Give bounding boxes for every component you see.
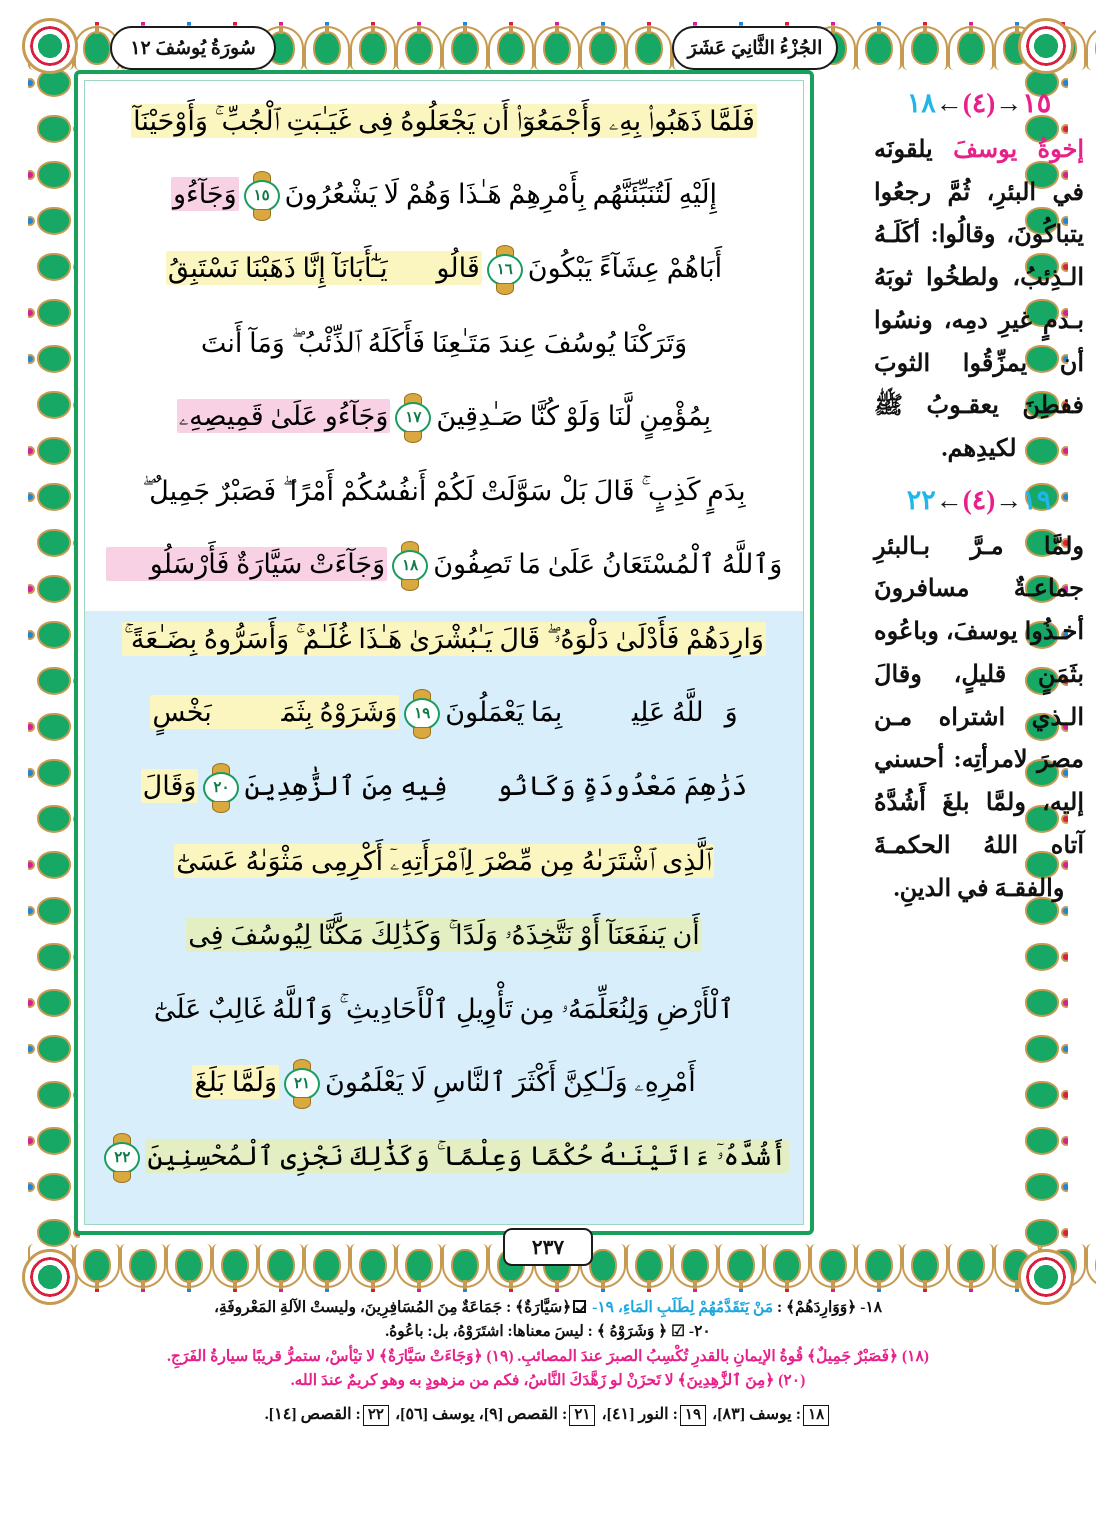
quran-line-text: [122, 624, 766, 655]
quran-ayah-tail: وَجَآءُو: [172, 178, 237, 209]
page-number-badge: [503, 1228, 593, 1266]
ornament-motif: [28, 244, 80, 290]
quran-line: [95, 455, 793, 529]
ayah-number-text: ١٩: [414, 705, 431, 722]
ornament-motif: [212, 1240, 258, 1292]
ornament-motif: [442, 1240, 488, 1292]
ornament-motif: [1016, 934, 1068, 980]
range-end: ١٨: [906, 88, 936, 118]
reference-text: : القصص [٩]، يوسف [٥٦]،: [394, 1405, 568, 1423]
ornament-motif: [28, 382, 80, 428]
ornament-motif: [580, 22, 626, 74]
ornament-motif: [810, 1240, 856, 1292]
footnotes-block: [60, 1296, 1036, 1427]
ornament-motif: [28, 658, 80, 704]
quran-ayah-text: بِدَمٍ كَذِبٍ ۚ قَالَ بَلْ سَوَّلَتْ لَكُمْ أَنفُسُكُمْ أَمْرًا ۖ فَصَبْرٌ جَمِيلٌ ۖ: [142, 476, 746, 507]
ayah-number-text: ٢١: [293, 1075, 311, 1092]
ayah-number-marker: [485, 253, 525, 287]
quran-ayah-text: ٱلْأَرْضِ وَلِنُعَلِّمَهُۥ مِن تَأْوِيلِ ٱلْأَحَادِيثِ ۚ وَٱللَّهُ غَالِبٌ عَلَىٰٓ: [153, 994, 735, 1025]
surah-title-cartouche: [110, 26, 276, 70]
quran-ayah-text: فَلَمَّا ذَهَبُوا۟ بِهِۦ وَأَجْمَعُوٓا۟ أَن يَجْعَلُوهُ فِى غَيَـٰبَتِ ٱلْجُبِّ ۚ وَأَوْحَيْنَآ: [133, 106, 755, 137]
quran-ayah-text: أَن يَنفَعَنَآ أَوْ نَتَّخِذَهُۥ وَلَدًا ۚ وَكَذَٰلِكَ مَكَّنَّا لِيُوسُفَ فِى: [188, 920, 700, 951]
footnote-line: [60, 1345, 1036, 1369]
arrow-left-icon: ←: [935, 484, 963, 515]
sidebar-spacer: [874, 471, 1084, 485]
ornament-motif: [856, 22, 902, 74]
footnote-segment: ، ١٩-: [588, 1299, 623, 1316]
ayah-number-marker: [402, 697, 442, 731]
quran-ayah-tail: وَقَالَ: [142, 770, 197, 801]
ayah-number-marker: [282, 1067, 322, 1101]
ornament-motif: [28, 152, 80, 198]
quran-ayah-text: أَبَاهُمْ عِشَآءً يَبْكُونَ: [527, 252, 723, 283]
range-start: ١٩: [1022, 484, 1052, 515]
quran-line-text: [99, 1141, 788, 1176]
footnote-text: (٢٠) ﴿مِنَ ٱلزَّٰهِدِينَ﴾ لا تَحزَنْ لو زَهَّدَكَ النَّاسُ، فكم من مزهودٍ به وهو كريمٌ عندَ الله.: [290, 1372, 806, 1390]
ornament-motif: [488, 22, 534, 74]
ornament-motif: [304, 22, 350, 74]
ornament-motif: [1016, 980, 1068, 1026]
footnote-text: ٢٠- ☑ ﴿ وَشَرَوْهُ ﴾ : ليسَ معناها: اشتَرَوْهُ، بل: باعُوهُ.: [385, 1323, 711, 1341]
ornament-motif: [948, 22, 994, 74]
reference-number-box: ٢١: [569, 1405, 595, 1427]
page-number-text: ٢٣٧: [531, 1236, 565, 1259]
quran-line-text: [141, 771, 748, 806]
footnote-segment: مَنْ يَتَقَدَّمُهُمْ لِطَلَبِ المَاءِ: [622, 1299, 774, 1316]
ornament-motif: [28, 1210, 80, 1255]
ayah-number-text: ٢٢: [114, 1149, 131, 1166]
ornament-motif: [856, 1240, 902, 1292]
ayah-number-marker: [201, 771, 241, 805]
ornament-motif: [28, 198, 80, 244]
quran-line: [95, 677, 793, 751]
quran-verse-lines: [85, 81, 803, 1224]
ornament-motif: [396, 22, 442, 74]
reference-line: [60, 1402, 1036, 1427]
quran-ayah-text: أَمْرِهِۦ وَلَـٰكِنَّ أَكْثَرَ ٱلنَّاسِ لَا يَعْلَمُونَ: [325, 1066, 696, 1097]
range-start: ١٥: [1022, 88, 1052, 118]
quran-ayah-text: دَرَٰهِمَ مَعْدُودَةٍ وَكَانُوا۟ فِيهِ مِنَ ٱلزَّٰهِدِينَ: [244, 770, 748, 801]
footnote-lines: [60, 1296, 1036, 1394]
quran-line-text: [106, 549, 783, 584]
quran-ayah-tail: وَجَآءُو عَلَىٰ قَمِيصِهِۦ: [178, 400, 389, 431]
quran-line: [95, 603, 793, 677]
ornament-motif: [28, 888, 80, 934]
footnote-segment: ﴿وَوَارِدَهُمْ﴾: [786, 1299, 857, 1316]
sidebar-verse-range-header: [874, 485, 1084, 516]
sidebar-commentary: [874, 88, 1084, 910]
ornament-motif: [1016, 1072, 1068, 1118]
ayah-number-marker: [390, 549, 430, 583]
quran-line-text: [131, 106, 757, 137]
quran-ayah-text: إِلَيْهِ لَتُنَبِّئَنَّهُم بِأَمْرِهِمْ هَـٰذَا وَهُمْ لَا يَشْعُرُونَ: [284, 178, 718, 209]
reference-text: : يوسف [٨٣]،: [712, 1405, 802, 1423]
ornament-motif: [28, 520, 80, 566]
range-end: ٢٢: [906, 484, 936, 515]
arrow-right-icon: →: [995, 484, 1023, 515]
ornament-motif: [350, 22, 396, 74]
footnote-text: (١٨) ﴿فَصَبْرٌ جَمِيلٌ﴾ قُوةُ الإيمانِ بالقدرِ تُكْسِبُ الصبرَ عندَ المصائبِ. (١٩) ﴿وَجَاءَتْ سَيَّارَةٌ﴾ لا تيْأسْ، ستمرُّ قريبًا سيارةُ الفَرَجِ.: [167, 1347, 929, 1365]
ornament-motif: [28, 566, 80, 612]
ornament-motif: [166, 1240, 212, 1292]
juz-title-text: الجُزْءُ الثَّانِيَ عَشَرَ: [687, 37, 823, 59]
reference-text: : النور [٤١]،: [601, 1405, 678, 1423]
quran-line: [95, 825, 793, 899]
quran-line-text: [171, 179, 717, 214]
ornament-motif: [1086, 1240, 1096, 1292]
quran-ayah-text: بِمُؤْمِنٍ لَّنَا وَلَوْ كُنَّا صَـٰدِقِينَ: [436, 400, 712, 431]
ornament-motif: [672, 1240, 718, 1292]
ayah-number-text: ١٨: [402, 557, 419, 574]
ornament-motif: [442, 22, 488, 74]
range-count: (٤): [962, 88, 996, 118]
quran-line: [95, 899, 793, 973]
quran-line: [95, 307, 793, 381]
reference-number-box: ٢٢: [363, 1405, 389, 1427]
ornament-motif: [28, 612, 80, 658]
quran-line-text: [142, 476, 745, 507]
left-ornament-border: [28, 60, 80, 1255]
arrow-left-icon: ←: [935, 88, 963, 118]
ornament-motif: [28, 106, 80, 152]
quran-line: [95, 1121, 793, 1195]
ornament-motif: [28, 980, 80, 1026]
quran-ayah-tail: وَلَمَّا بَلَغَ: [194, 1066, 277, 1097]
ornament-motif: [28, 750, 80, 796]
ornament-motif: [718, 1240, 764, 1292]
ornament-motif: [1086, 22, 1096, 74]
ornament-motif: [626, 22, 672, 74]
ayah-number-marker: [102, 1141, 142, 1175]
footnote-line: [60, 1320, 1036, 1344]
ornament-motif: [28, 704, 80, 750]
quran-text-frame: [74, 70, 814, 1235]
ayah-number-text: ١٧: [405, 409, 422, 426]
quran-line-text: [150, 697, 737, 732]
sidebar-keyword: إخوةُ يوسفَ: [953, 137, 1084, 163]
quran-line: [95, 159, 793, 233]
ornament-motif: [350, 1240, 396, 1292]
sidebar-summary-text: [874, 526, 1084, 910]
quran-line: [95, 973, 793, 1047]
ornament-motif: [1016, 1164, 1068, 1210]
quran-line-text: [186, 920, 702, 951]
quran-ayah-text: وَٱللَّهُ عَلِيمٌۢ بِمَا يَعْمَلُونَ: [445, 696, 738, 727]
quran-ayah-text: وَٱللَّهُ ٱلْمُسْتَعَانُ عَلَىٰ مَا تَصِفُونَ: [433, 548, 783, 579]
footnote-segment: :: [773, 1299, 787, 1316]
sidebar-body-text: ولمَّا مـرَّ بـالبئرِ جماعـةٌ مسافرونَ أخـذُوا يوسفَ، وباعُوه بثَمَنٍ قليلٍ، وقالَ الـذي اشتراه مـن مصرَ لامرأتِه: أحسني إليه، ولمَّا بلغَ أَشُدَّهُ آتاه اللهُ الحكمـةَ والفقـهَ في الدينِ.: [874, 533, 1084, 902]
ornament-motif: [28, 934, 80, 980]
quran-line: [95, 381, 793, 455]
footnote-segment: ١٨-: [856, 1299, 883, 1316]
ayah-number-marker: [393, 401, 433, 435]
sidebar-verse-range-header: [874, 88, 1084, 119]
quran-line-text: [166, 253, 722, 288]
arrow-right-icon: →: [995, 88, 1023, 118]
ornament-motif: [120, 1240, 166, 1292]
ornament-motif: [28, 290, 80, 336]
quran-line: [95, 233, 793, 307]
ornament-motif: [396, 1240, 442, 1292]
corner-rosette-top-right: [1018, 18, 1074, 74]
quran-ayah-tail: وَجَآءَتْ سَيَّارَةٌ فَأَرْسَلُوا۟: [107, 548, 386, 579]
ornament-motif: [626, 1240, 672, 1292]
quran-line-text: [174, 846, 714, 877]
sidebar-summary-text: [874, 129, 1084, 471]
quran-ayah-tail: قَالُوا۟ يَـٰٓأَبَانَآ إِنَّا ذَهَبْنَا نَسْتَبِقُ: [167, 252, 480, 283]
quran-text-inner-frame: [84, 80, 804, 1225]
ornament-motif: [1016, 1118, 1068, 1164]
quran-line-text: [192, 1067, 695, 1102]
footnote-line: [60, 1296, 1036, 1320]
ornament-motif: [28, 1072, 80, 1118]
juz-title-cartouche: [672, 26, 838, 70]
quran-line: [95, 751, 793, 825]
quran-ayah-text: أَشُدَّهُۥٓ ءَاتَيْنَـٰهُ حُكْمًا وَعِلْمًا ۚ وَكَذَٰلِكَ نَجْزِى ٱلْمُحْسِنِينَ: [147, 1140, 787, 1171]
surah-title-text: سُورَةُ يُوسُفَ ١٢: [130, 37, 256, 59]
quran-line-text: [177, 401, 711, 436]
quran-line: [95, 529, 793, 603]
sidebar-body-text: يلقونَه في البئرِ، ثُمَّ رجعُوا يتباكُونَ، وقالُوا: أكَلَـهُ الـذِئبُ، ولطخُوا ثوبَهُ بـدمٍ غيرِ دمِه، ونسُوا أن يمزِّقُوا الثوبَ ففطِنَ يعقـوبُ ﷺ لكيدِهم.: [874, 137, 1084, 463]
ornament-motif: [28, 842, 80, 888]
ornament-motif: [1016, 1026, 1068, 1072]
footnote-segment: ﴿سَيَّارَةٌ﴾ : جَمَاعَةٌ مِنَ المُسَافِرِينَ، وليستْ الآلةِ المَعْروفَةِ،: [213, 1299, 572, 1316]
quran-ayah-text: ٱلَّذِى ٱشْتَرَىٰهُ مِن مِّصْرَ لِٱمْرَأَتِهِۦٓ أَكْرِمِى مَثْوَىٰهُ عَسَىٰٓ: [176, 846, 712, 877]
ayah-number-text: ٢٠: [213, 779, 230, 796]
ornament-motif: [902, 1240, 948, 1292]
quran-ayah-text: وَتَرَكْنَا يُوسُفَ عِندَ مَتَـٰعِنَا فَأَكَلَهُ ٱلذِّئْبُ ۖ وَمَآ أَنتَ: [200, 328, 688, 359]
reference-text: : القصص [١٤].: [264, 1405, 361, 1423]
ornament-motif: [28, 428, 80, 474]
quran-line-text: [201, 328, 687, 359]
ayah-number-text: ١٦: [496, 261, 513, 278]
ornament-motif: [764, 1240, 810, 1292]
range-count: (٤): [962, 484, 996, 515]
ayah-number-marker: [242, 179, 282, 213]
ornament-motif: [28, 1164, 80, 1210]
ornament-motif: [28, 796, 80, 842]
ayah-number-text: ١٥: [253, 187, 270, 204]
quran-ayah-text: وَارِدَهُمْ فَأَدْلَىٰ دَلْوَهُۥ ۖ قَالَ يَـٰبُشْرَىٰ هَـٰذَا غُلَـٰمٌ ۚ وَأَسَرُّوهُ بِضَـٰعَةً ۚ: [124, 624, 764, 655]
footnote-line: [60, 1369, 1036, 1393]
ornament-motif: [534, 22, 580, 74]
ornament-motif: [28, 1026, 80, 1072]
checkbox-icon: [573, 1300, 586, 1313]
ornament-motif: [28, 474, 80, 520]
ornament-motif: [74, 1240, 120, 1292]
ornament-motif: [948, 1240, 994, 1292]
ornament-motif: [28, 336, 80, 382]
ornament-motif: [28, 1118, 80, 1164]
quran-ayah-tail: وَشَرَوْهُ بِثَمَنٍۭ بَخْسٍ: [152, 696, 398, 727]
reference-number-box: ١٩: [680, 1405, 706, 1427]
ornament-motif: [258, 1240, 304, 1292]
ornament-motif: [304, 1240, 350, 1292]
reference-number-box: ١٨: [803, 1405, 829, 1427]
ornament-motif: [902, 22, 948, 74]
quran-line: [95, 1047, 793, 1121]
quran-line: [95, 85, 793, 159]
corner-rosette-top-left: [22, 18, 78, 74]
quran-line-text: [154, 994, 734, 1025]
